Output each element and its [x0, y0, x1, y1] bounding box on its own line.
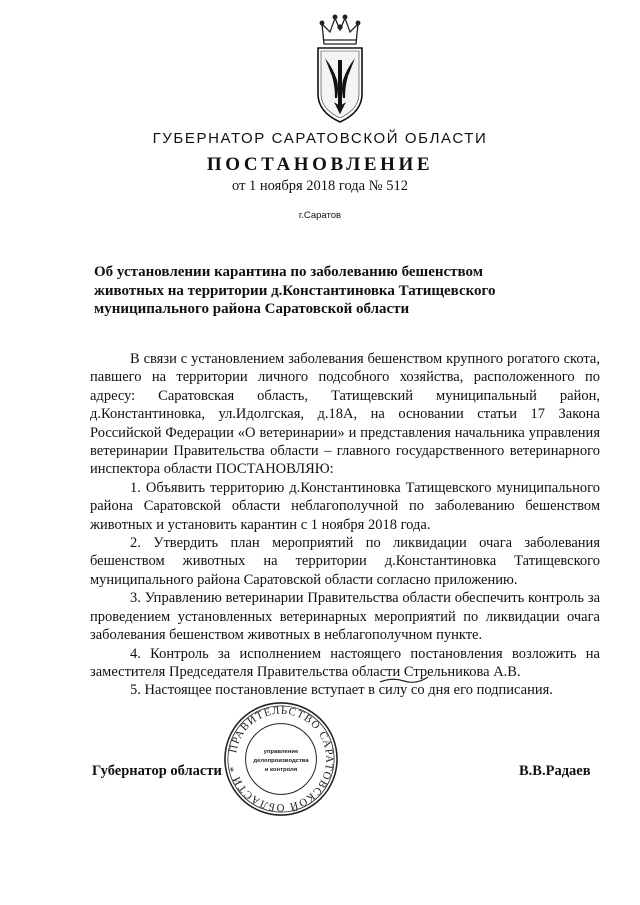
official-stamp	[222, 700, 340, 818]
subject-line: животных на территории д.Константиновка Татищевского	[94, 282, 496, 299]
stamp-center-line: управление	[263, 749, 299, 756]
handwritten-strike-mark	[378, 673, 430, 687]
stamp-ring-text: ПРАВИТЕЛЬСТВО САРАТОВСКОЙ ОБЛАСТИ *	[227, 704, 336, 814]
subject-line: муниципального района Саратовской области	[94, 301, 410, 317]
signer-name: В.В.Радаев	[519, 763, 591, 779]
clause-4: 4. Контроль за исполнением настоящего постановления возложить на заместителя Председателя Правительства области Стрельникова А.В.	[90, 645, 600, 680]
document-body	[90, 350, 600, 700]
clause-1: 1. Объявить территорию д.Константиновка Татищевского муниципального района Саратовской области неблагополучной по заболеванию бешенством животных и установить карантин с 1 ноября 2018 года.	[90, 479, 600, 533]
clause-2: 2. Утвердить план мероприятий по ликвидации очага заболевания бешенством животных на территории д.Константиновка Татищевского муниципального района Саратовской области согласно приложению.	[90, 535, 600, 588]
document-type-heading: ПОСТАНОВЛЕНИЕ	[206, 154, 434, 175]
document-subject	[94, 263, 534, 319]
stamp-center-line: делопроизводства	[253, 757, 309, 764]
signer-title: Губернатор области	[92, 763, 222, 779]
clause-3: 3. Управлению ветеринарии Правительства области обеспечить контроль за проведением установленных ветеринарных мероприятий по ликвидации очага заболевания бешенством животных в неблагополучном пункте.	[90, 590, 600, 644]
document-date-number: от 1 ноября 2018 года № 512	[232, 178, 408, 194]
clause-5: 5. Настоящее постановление вступает в силу со дня его подписания.	[130, 682, 553, 699]
authority-title: ГУБЕРНАТОР САРАТОВСКОЙ ОБЛАСТИ	[152, 130, 488, 147]
stamp-center-line: и контроля	[264, 766, 298, 773]
subject-line: Об установлении карантина по заболеванию бешенством	[94, 264, 483, 280]
coat-of-arms-emblem	[310, 14, 370, 126]
preamble-paragraph: В связи с установлением заболевания бешенством крупного рогатого скота, павшего на территории личного подсобного хозяйства, расположенного по адресу: Саратовская область, Татищевский муниципальный район, д.Константиновка, ул.Идолгская, д.18А, на основании статьи 17 Закона Российской Федерации «О ветеринарии» и представления начальника управления ветеринарии Правительства области – главного государственного ветеринарного инспектора области ПОСТАНОВЛЯЮ:	[90, 351, 600, 478]
document-city: г.Саратов	[298, 210, 342, 221]
